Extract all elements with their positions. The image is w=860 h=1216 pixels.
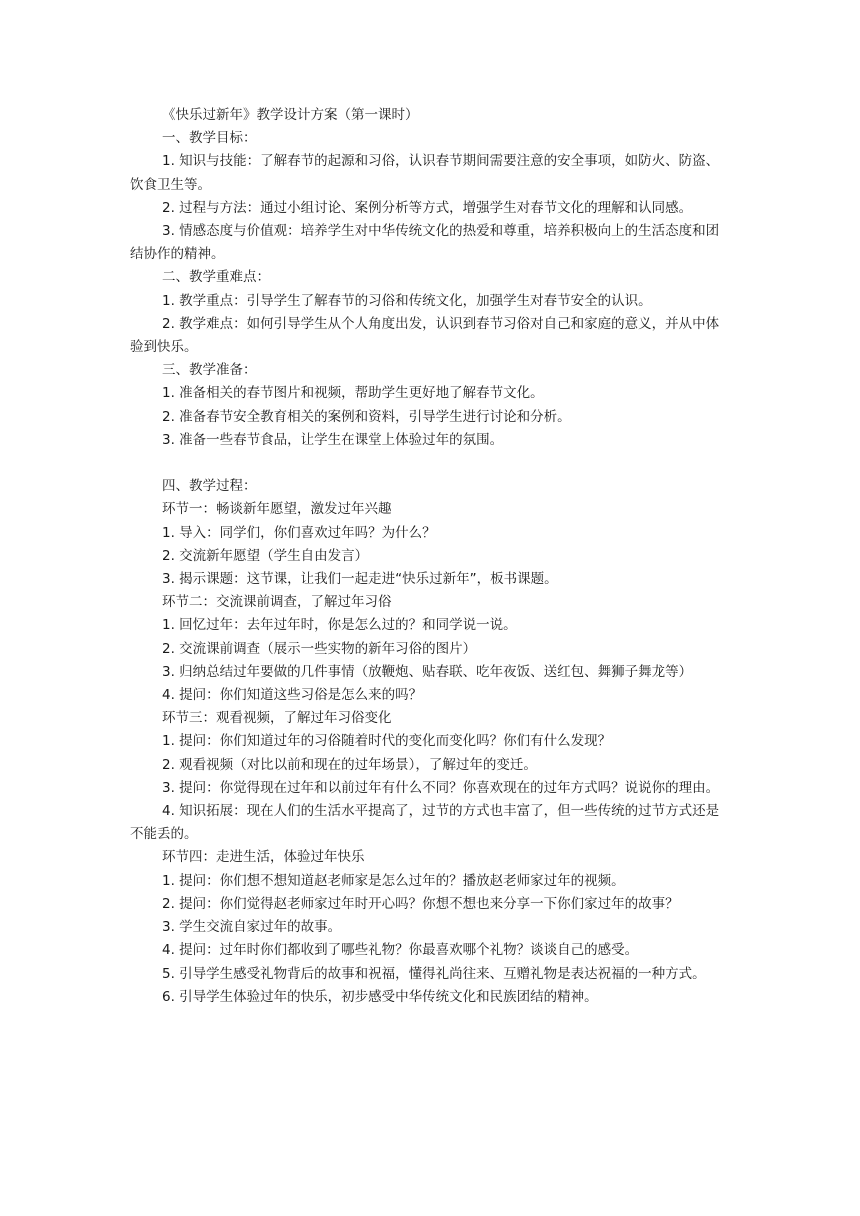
paragraph: 1. 提问：你们知道过年的习俗随着时代的变化而变化吗？你们有什么发现？ xyxy=(162,733,612,750)
section-heading-objectives: 一、教学目标： xyxy=(162,130,257,147)
step-heading: 环节四：走进生活，体验过年快乐 xyxy=(162,849,365,866)
paragraph: 1. 知识与技能：了解春节的起源和习俗，认识春节期间需要注意的安全事项，如防火、防盗、饮食卫生等。 xyxy=(130,153,720,193)
paragraph: 4. 知识拓展：现在人们的生活水平提高了，过节的方式也丰富了，但一些传统的过节方式还是不能丢的。 xyxy=(130,803,720,843)
paragraph: 3. 揭示课题：这节课，让我们一起走进“快乐过新年”，板书课题。 xyxy=(162,571,558,588)
paragraph: 4. 提问：你们知道这些习俗是怎么来的吗？ xyxy=(162,687,423,704)
paragraph: 1. 回忆过年：去年过年时，你是怎么过的？和同学说一说。 xyxy=(162,617,517,634)
paragraph: 2. 观看视频（对比以前和现在的过年场景），了解过年的变迁。 xyxy=(162,756,537,773)
paragraph: 2. 教学难点：如何引导学生从个人角度出发，认识到春节习俗对自己和家庭的意义，并从中体验到快乐。 xyxy=(130,315,720,356)
paragraph: 3. 归纳总结过年要做的几件事情（放鞭炮、贴春联、吃年夜饭、送红包、舞狮子舞龙等） xyxy=(162,663,693,680)
document-body xyxy=(130,104,730,1009)
blank-line xyxy=(130,452,730,475)
paragraph: 1. 提问：你们想不想知道赵老师家是怎么过年的？播放赵老师家过年的视频。 xyxy=(162,872,625,889)
paragraph: 3. 准备一些春节食品，让学生在课堂上体验过年的氛围。 xyxy=(162,431,504,448)
paragraph: 3. 情感态度与价值观：培养学生对中华传统文化的热爱和尊重，培养积极向上的生活态度和团结协作的精神。 xyxy=(130,223,720,263)
paragraph: 6. 引导学生体验过年的快乐，初步感受中华传统文化和民族团结的精神。 xyxy=(162,988,598,1005)
paragraph: 2. 过程与方法：通过小组讨论、案例分析等方式，增强学生对春节文化的理解和认同感。 xyxy=(162,199,693,216)
section-heading-preparation: 三、教学准备： xyxy=(162,362,257,379)
paragraph: 2. 提问：你们觉得赵老师家过年时开心吗？你想不想也来分享一下你们家过年的故事？ xyxy=(162,895,679,912)
paragraph: 4. 提问：过年时你们都收到了哪些礼物？你最喜欢哪个礼物？谈谈自己的感受。 xyxy=(162,942,639,959)
step-heading: 环节一：畅谈新年愿望，激发过年兴趣 xyxy=(162,501,392,518)
paragraph: 2. 交流课前调查（展示一些实物的新年习俗的图片） xyxy=(162,640,477,657)
paragraph: 2. 交流新年愿望（学生自由发言） xyxy=(162,547,369,564)
section-heading-key-points: 二、教学重难点： xyxy=(162,269,270,286)
paragraph: 1. 导入：同学们，你们喜欢过年吗？为什么？ xyxy=(162,524,436,541)
paragraph: 3. 提问：你觉得现在过年和以前过年有什么不同？你喜欢现在的过年方式吗？说说你的理由。 xyxy=(162,779,720,796)
step-heading: 环节三：观看视频，了解过年习俗变化 xyxy=(162,710,392,727)
paragraph: 3. 学生交流自家过年的故事。 xyxy=(162,919,342,936)
section-heading-process: 四、教学过程： xyxy=(162,478,257,495)
document-title: 《快乐过新年》教学设计方案（第一课时） xyxy=(162,107,419,123)
paragraph: 1. 教学重点：引导学生了解春节的习俗和传统文化，加强学生对春节安全的认识。 xyxy=(162,292,652,309)
step-heading: 环节二：交流课前调查，了解过年习俗 xyxy=(162,594,392,611)
paragraph: 2. 准备春节安全教育相关的案例和资料，引导学生进行讨论和分析。 xyxy=(162,408,571,425)
paragraph: 5. 引导学生感受礼物背后的故事和祝福，懂得礼尚往来、互赠礼物是表达祝福的一种方式。 xyxy=(162,965,706,982)
paragraph: 1. 准备相关的春节图片和视频，帮助学生更好地了解春节文化。 xyxy=(162,385,544,402)
